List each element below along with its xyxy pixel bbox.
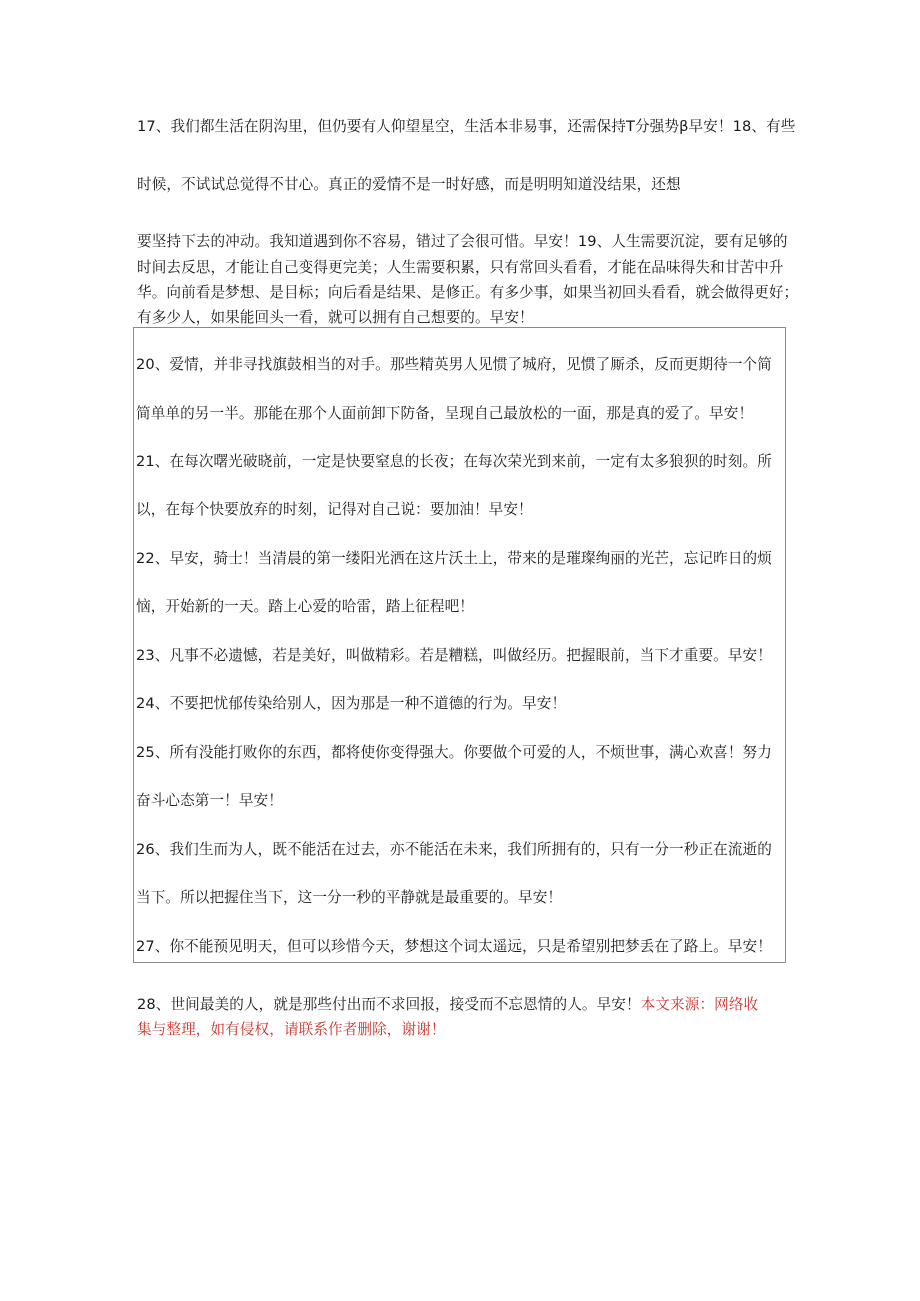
- paragraph-line: 时间去反思，才能让自己变得更完美；人生需要积累，只有常回头看看，才能在品味得失和甘苦中升: [137, 259, 784, 276]
- paragraph-line: 时候，不试试总觉得不甘心。真正的爱情不是一时好感，而是明明知道没结果，还想: [137, 176, 681, 193]
- paragraph-line: 17、我们都生活在阴沟里，但仍要有人仰望星空，生活本非易事，还需保持T分强势β早安！18、有些: [137, 118, 796, 135]
- closing-text: 28、世间最美的人，就是那些付出而不求回报，接受而不忘恩情的人。早安！: [137, 996, 641, 1013]
- source-notice-continued: 集与整理，如有侵权，请联系作者删除，谢谢！: [137, 1021, 446, 1038]
- paragraph-line: 华。向前看是梦想、是目标；向后看是结果、是修正。有多少事，如果当初回头看看，就会做得更好；: [137, 284, 799, 301]
- box-line: 20、爱情，并非寻找旗鼓相当的对手。那些精英男人见惯了城府，见惯了厮杀，反而更期待一个简: [136, 356, 772, 373]
- box-line: 26、我们生而为人，既不能活在过去，亦不能活在未来，我们所拥有的，只有一分一秒正在流逝的: [136, 841, 772, 858]
- paragraph-line: 有多少人，如果能回头一看，就可以拥有自己想要的。早安！: [137, 309, 534, 326]
- box-line: 27、你不能预见明天，但可以珍惜今天，梦想这个词太遥远，只是希望别把梦丢在了路上。早安！: [136, 938, 772, 955]
- box-line: 恼，开始新的一天。踏上心爱的哈雷，踏上征程吧！: [136, 598, 474, 615]
- box-line: 以，在每个快要放弃的时刻，记得对自己说：要加油！早安！: [136, 501, 533, 518]
- box-line: 24、不要把忧郁传染给别人，因为那是一种不道德的行为。早安！: [136, 695, 567, 712]
- source-notice: 本文来源：网络收: [640, 996, 759, 1013]
- box-line: 奋斗心态第一！早安！: [136, 792, 283, 809]
- box-line: 21、在每次曙光破晓前，一定是快要窒息的长夜；在每次荣光到来前，一定有太多狼狈的时刻。所: [136, 453, 772, 470]
- box-line: 简单单的另一半。那能在那个人面前卸下防备，呈现自己最放松的一面，那是真的爱了。早安！: [136, 405, 754, 422]
- quotes-box: [133, 327, 786, 963]
- box-line: 当下。所以把握住当下，这一分一秒的平静就是最重要的。早安！: [136, 889, 563, 906]
- box-line: 23、凡事不必遗憾，若是美好，叫做精彩。若是糟糕，叫做经历。把握眼前，当下才重要。早安！: [136, 647, 772, 664]
- closing-line: [137, 995, 758, 1015]
- box-line: 25、所有没能打败你的东西，都将使你变得强大。你要做个可爱的人，不烦世事，满心欢喜！努力: [136, 744, 772, 761]
- paragraph-line: 要坚持下去的冲动。我知道遇到你不容易，错过了会很可惜。早安！19、人生需要沉淀，要有足够的: [137, 233, 788, 250]
- box-line: 22、早安，骑士！当清晨的第一缕阳光洒在这片沃土上，带来的是璀璨绚丽的光芒，忘记昨日的烦: [136, 550, 772, 567]
